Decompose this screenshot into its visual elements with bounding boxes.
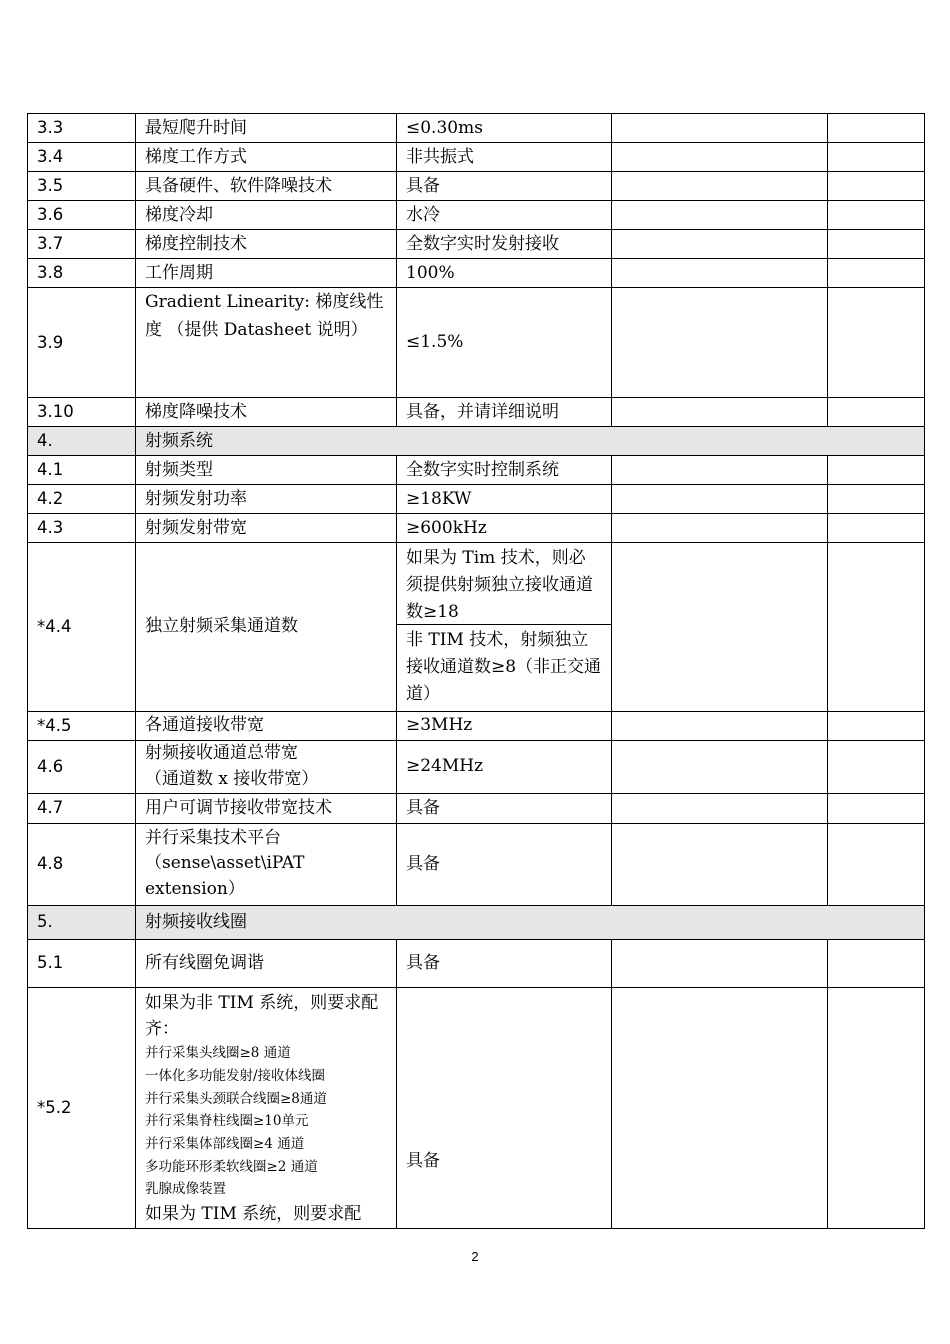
spec-value: ≥600kHz [397,514,612,543]
list-item: 并行采集头颈联合线圈≥8通道 [145,1090,327,1107]
remark-cell [828,230,925,259]
item-name: 梯度工作方式 [136,143,397,172]
table-row [28,114,925,143]
item-intro: 如果为非 TIM 系统，则要求配齐： [145,992,379,1039]
item-name-line: （通道数 x 接收带宽） [145,768,319,789]
response-cell [612,259,828,288]
table-row [28,288,925,398]
remark-cell [828,485,925,514]
row-number: 3.6 [28,201,136,230]
spec-value: 具备 [397,987,612,1228]
row-number: 4.2 [28,485,136,514]
remark-cell [828,172,925,201]
table-row [28,230,925,259]
section-header-row [28,905,925,939]
row-number: 3.8 [28,259,136,288]
table-row [28,143,925,172]
row-number: 4.8 [28,823,136,905]
item-name: 梯度冷却 [136,201,397,230]
row-number: *5.2 [28,987,136,1228]
response-cell [612,172,828,201]
response-cell [612,740,828,793]
spec-value: 100% [397,259,612,288]
spec-value: 具备 [397,172,612,201]
specification-table [27,113,925,1229]
spec-value: 具备 [397,793,612,823]
spec-value: 具备 [397,939,612,987]
page-number: 2 [471,1249,479,1264]
item-name: 射频类型 [136,456,397,485]
response-cell [612,514,828,543]
remark-cell [828,740,925,793]
item-name [136,987,397,1228]
remark-cell [828,114,925,143]
item-name: 最短爬升时间 [136,114,397,143]
remark-cell [828,398,925,427]
row-number: 3.9 [28,288,136,398]
spec-value-split [397,543,612,712]
spec-value: 全数字实时发射接收 [397,230,612,259]
table-row [28,793,925,823]
table-row [28,398,925,427]
list-item: 一体化多功能发射/接收体线圈 [145,1067,326,1084]
table-row [28,543,925,712]
item-name: 射频发射带宽 [136,514,397,543]
response-cell [612,485,828,514]
item-name: 射频发射功率 [136,485,397,514]
table-row [28,823,925,905]
item-name-line: （sense\asset\iPAT extension） [145,853,305,899]
section-title: 射频系统 [136,427,925,456]
remark-cell [828,259,925,288]
remark-cell [828,793,925,823]
response-cell [612,456,828,485]
item-name: 所有线圈免调谐 [136,939,397,987]
response-cell [612,987,828,1228]
table-row [28,456,925,485]
remark-cell [828,201,925,230]
spec-value: ≤1.5% [397,288,612,398]
row-number: 3.5 [28,172,136,201]
response-cell [612,543,828,712]
item-name: 独立射频采集通道数 [136,543,397,712]
remark-cell [828,514,925,543]
response-cell [612,793,828,823]
item-name: 具备硬件、软件降噪技术 [136,172,397,201]
item-name: 用户可调节接收带宽技术 [136,793,397,823]
row-number: 4.7 [28,793,136,823]
table-row [28,259,925,288]
section-title: 射频接收线圈 [136,905,925,939]
response-cell [612,711,828,740]
response-cell [612,939,828,987]
item-name-line: 并行采集技术平台 [145,827,281,848]
spec-value: ≥18KW [397,485,612,514]
remark-cell [828,939,925,987]
spec-value: 全数字实时控制系统 [397,456,612,485]
row-number: *4.4 [28,543,136,712]
row-number: 4.6 [28,740,136,793]
item-name: Gradient Linearity: 梯度线性度 （提供 Datasheet 说明） [136,288,397,398]
response-cell [612,288,828,398]
list-item: 并行采集头线圈≥8 通道 [145,1045,291,1062]
remark-cell [828,987,925,1228]
spec-value: ≥3MHz [397,711,612,740]
remark-cell [828,288,925,398]
item-outro: 如果为 TIM 系统，则要求配 [145,1203,362,1224]
item-name: 各通道接收带宽 [136,711,397,740]
row-number: 4.1 [28,456,136,485]
section-header-row [28,427,925,456]
row-number: 3.7 [28,230,136,259]
row-number: *4.5 [28,711,136,740]
row-number: 3.4 [28,143,136,172]
response-cell [612,230,828,259]
list-item: 乳腺成像装置 [145,1181,226,1198]
spec-value: 具备，并请详细说明 [397,398,612,427]
table-row [28,201,925,230]
row-number: 4.3 [28,514,136,543]
spec-value-tim: 如果为 Tim 技术，则必须提供射频独立接收通道数≥18 [406,548,593,623]
section-number: 4. [28,427,136,456]
remark-cell [828,823,925,905]
table-row [28,987,925,1228]
item-name [136,823,397,905]
item-name: 梯度降噪技术 [136,398,397,427]
table-row [28,514,925,543]
table-row [28,485,925,514]
response-cell [612,823,828,905]
spec-value: 具备 [397,823,612,905]
table-row [28,172,925,201]
row-number: 3.10 [28,398,136,427]
remark-cell [828,456,925,485]
spec-value: ≥24MHz [397,740,612,793]
item-name [136,740,397,793]
response-cell [612,114,828,143]
row-number: 5.1 [28,939,136,987]
table-row [28,939,925,987]
list-item: 并行采集体部线圈≥4 通道 [145,1135,305,1152]
section-number: 5. [28,905,136,939]
item-name: 梯度控制技术 [136,230,397,259]
list-item: 并行采集脊柱线圈≥10单元 [145,1113,309,1130]
spec-value: 水冷 [397,201,612,230]
spec-value-non-tim: 非 TIM 技术，射频独立接收通道数≥8（非正交通道） [397,624,611,711]
remark-cell [828,143,925,172]
remark-cell [828,543,925,712]
spec-value: 非共振式 [397,143,612,172]
list-item: 多功能环形柔软线圈≥2 通道 [145,1158,318,1175]
item-name: 工作周期 [136,259,397,288]
spec-value: ≤0.30ms [397,114,612,143]
response-cell [612,143,828,172]
table-row [28,711,925,740]
row-number: 3.3 [28,114,136,143]
response-cell [612,201,828,230]
item-name-line: 射频接收通道总带宽 [145,743,298,764]
table-row [28,740,925,793]
remark-cell [828,711,925,740]
response-cell [612,398,828,427]
